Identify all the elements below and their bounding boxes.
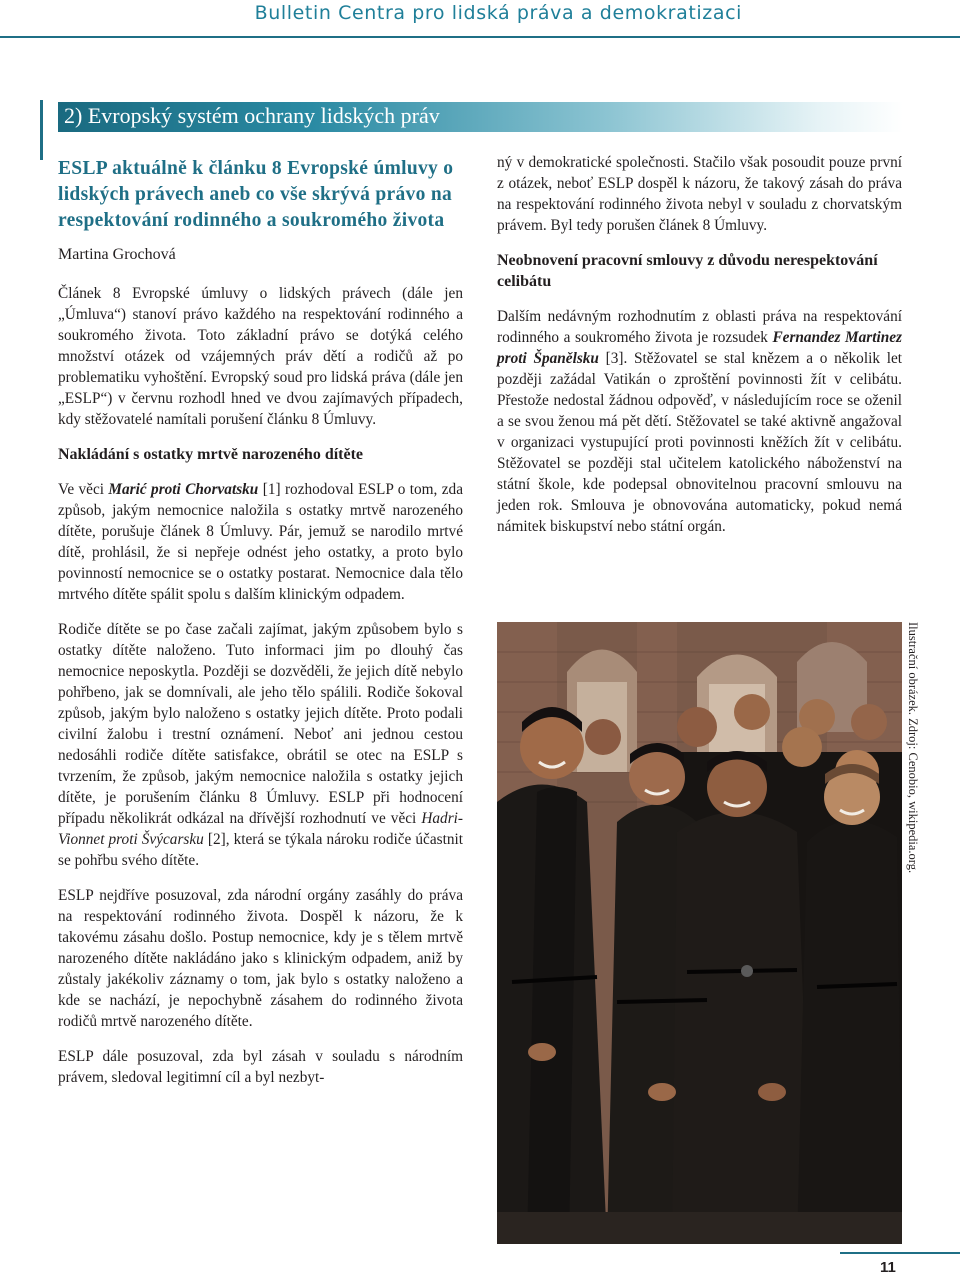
section1-paragraph-2: Rodiče dítěte se po čase začali zajímat, jakým způsobem bylo s ostatky dítěte naloženo. Tuto informaci jim po dlouhý čas nemocnice neposkytla. Později se dozvěděli, že jejich dítě nebylo pohřbeno, jak se domnívali, ale jeho tělo spálili. Rodiče šokoval způsob, jakým bylo naloženo s ostatky jejich dítěte. Proto podali civilní žalobu i trestní oznámení. Neboť ani jednou cestou nedosáhli rodiče dítěte satisfakce, obrátil se otec na ESLP s tvrzením, že způsob, jakým nemocnice naložila s ostatky jejich dítěte, je porušením článku 8 Úmluvy. ESLP při hodnocení případu několikrát odkázal na dřívější rozhodnutí ve věci Hadri-Vionnet proti Švýcarsku [2], která se týkala nároku rodiče účastnit se pohřbu svého dítěte.: [58, 621, 463, 869]
left-column: [58, 152, 463, 1102]
header-bar: [0, 0, 960, 38]
section1-heading: Nakládání s ostatky mrtvě narozeného dítěte: [58, 446, 364, 463]
bulletin-title: Bulletin Centra pro lidská práva a demokratizaci: [254, 2, 742, 24]
case-name-hadri-vionnet: Hadri-Vionnet proti Švýcarsku: [58, 810, 463, 848]
section2-paragraph-1: Dalším nedávným rozhodnutím z oblasti práva na respektování rodinného a soukromého života je rozsudek Fernandez Martinez proti Španělsku [3]. Stěžovatel se stal knězem a o několik let později zažádal Vatikán o zproštění povinnosti žít v celibátu. Přestože nedostal žádnou odpověď, v následujícím roce se oženil a se svou ženou má pět dětí. Stěžovatel se také aktivně angažoval v organizaci vystupující proti povinnosti kněžích žít v celibátu. Stěžovatel se později stal učitelem katolického náboženství na státní škole, kde podepsal obnovitelnou pracovní smlouvu na jeden rok. Smlouva je obnovována automaticky, pokud nemá námitek biskupství nebo státní orgán.: [497, 308, 902, 535]
footer-rule: [840, 1252, 960, 1254]
page-number: 11: [880, 1259, 896, 1276]
photo-caption: [906, 622, 926, 874]
section1-paragraph-1: Ve věci Marić proti Chorvatsku [1] rozhodoval ESLP o tom, zda způsob, jakým nemocnice naložila s ostatky mrtvě narozeného dítěte, porušuje článek 8 Úmluvy. Pár, jemuž se narodilo mrtvé dítě, prohlásil, že si nepřeje odnést jeho ostatky, a proto bylo povinností nemocnice se o ostatky postarat. Nemocnice dala tělo mrtvého dítěte spálit spolu s dalším klinickým odpadem.: [58, 481, 463, 603]
case-name-fernandez-martinez: Fernandez Martinez proti Španělsku: [497, 329, 902, 367]
section-title: 2) Evropský systém ochrany lidských práv: [64, 103, 440, 128]
photo-caption-text: Ilustrační obrázek. Zdroj: Cenobio, wikipedia.org.: [906, 622, 920, 874]
section1-paragraph-3: ESLP nejdříve posuzoval, zda národní orgány zasáhly do práva na respektování rodinného života. Dospěl k názoru, že k takovému zásahu došlo. Postup nemocnice, kdy je s tělem mrtvě narozeného dítěte nakládáno jako s klinickým odpadem, aniž by zůstaly jakékoliv záznamy o tom, jak bylo s ostatky naloženo a kde se nachází, je nepochybně zásahem do rodinného života rodičů mrtvě narozeného dítěte.: [58, 887, 463, 1030]
photo-group-of-monks: [497, 622, 902, 1244]
intro-paragraph: Článek 8 Evropské úmluvy o lidských právech (dále jen „Úmluva“) stanoví právo každého na respektování rodinného a soukromého života. Toto základní právo se dotýká celého množství otázek od vzájemných práv dětí a rodičů až po problematiku vyhoštění. Evropský soud pro lidská práva (dále jen „ESLP“) v červnu rozhodl hned ve dvou zajímavých případech, kdy stěžovatelé namítali porušení článku 8 Úmluvy.: [58, 285, 463, 428]
article-title: ESLP aktuálně k článku 8 Evropské úmluvy o lidských právech aneb co vše skrývá právo na respektování rodinného a soukromého života: [58, 158, 454, 231]
article-author: Martina Grochová: [58, 246, 176, 263]
section-accent-line: [40, 100, 43, 160]
section1-paragraph-4-end: ný v demokratické společnosti. Stačilo však posoudit pouze první z otázek, neboť ESLP dospěl k názoru, že takový zásah do práva na respektování rodinného života nebyl v souladu z chorvatským právem. Byl tedy porušen článek 8 Úmluvy.: [497, 154, 902, 234]
case-name-maric: Marić proti Chorvatsku: [108, 481, 259, 498]
section1-paragraph-4-start: ESLP dále posuzoval, zda byl zásah v souladu s národním právem, sledoval legitimní cíl a byl nezbyt-: [58, 1048, 463, 1086]
section-banner: [58, 102, 903, 132]
section2-heading: Neobnovení pracovní smlouvy z důvodu nerespektování celibátu: [497, 252, 878, 290]
right-column: [497, 152, 902, 551]
illustration-photo: [497, 622, 902, 1244]
